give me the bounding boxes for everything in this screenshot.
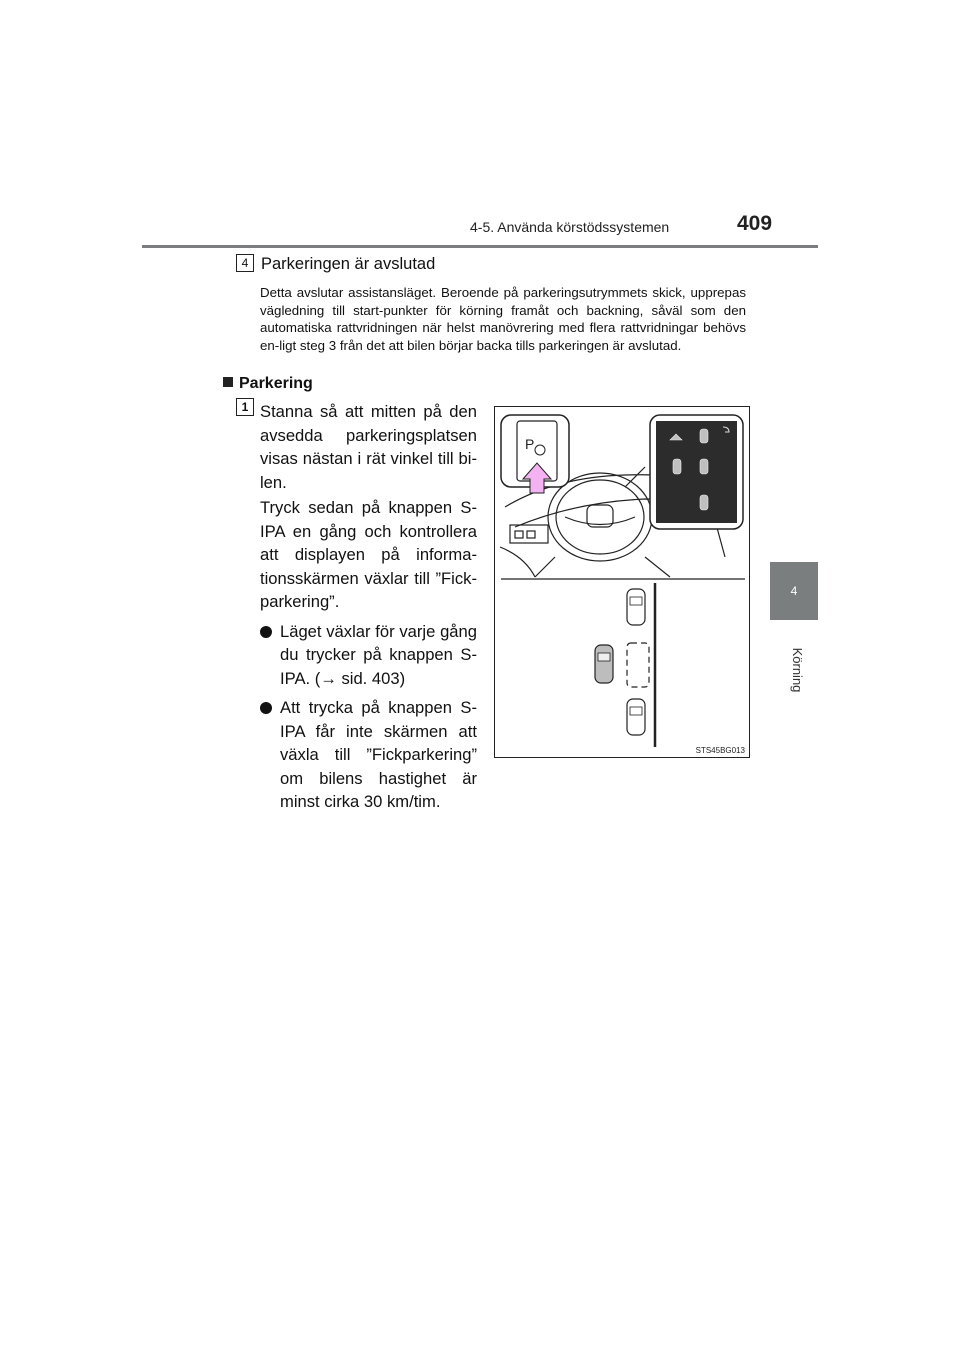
bullet-dot-icon bbox=[260, 702, 272, 714]
step-1-body bbox=[260, 400, 477, 816]
bullet-dot-icon bbox=[260, 626, 272, 638]
parked-car-bottom bbox=[627, 699, 645, 735]
step-4-title: Parkeringen är avslutad bbox=[261, 255, 436, 273]
step-4-marker: 4 bbox=[236, 254, 254, 272]
bullet-text: Att trycka på knappen S-IPA får inte skärmen att växla till ”Fickparkering” om bilens hastighet är minst cirka 30 km/tim. bbox=[280, 698, 477, 811]
own-vehicle bbox=[595, 645, 613, 683]
parked-car-top bbox=[627, 589, 645, 625]
step-1-paragraph-1: Stanna så att mitten på den avsedda parkeringsplatsen visas nästan i rät vinkel till bi-len. bbox=[260, 402, 477, 492]
figure-code: STS45BG013 bbox=[695, 746, 745, 755]
chapter-label: Körning bbox=[790, 647, 805, 693]
step-1-marker: 1 bbox=[236, 398, 254, 416]
information-display bbox=[656, 421, 737, 523]
step-1-paragraph-2: Tryck sedan på knappen S-IPA en gång och kontrollera att displayen på informa-tionsskärmen växlar till ”Fick-parkering”. bbox=[260, 498, 477, 611]
page-number: 409 bbox=[737, 212, 773, 235]
bullet-text: Läget växlar för varje gång du trycker på knappen S-IPA. (→ sid. 403) bbox=[280, 621, 477, 688]
step-4-description: Detta avslutar assistansläget. Beroende på parkeringsutrymmets skick, upprepas vägledning till start-punkter för körning framåt och backning, såväl som den automatiska rattvridningen när helst manövrering med flera rattvridningar behövs en-ligt steg 3 från det att bilen börjar backa tills parkeringen är avslutad. bbox=[260, 285, 746, 353]
bullet-item bbox=[260, 696, 477, 814]
section-heading bbox=[223, 375, 313, 393]
square-bullet-icon bbox=[223, 377, 233, 387]
target-parking-space bbox=[627, 643, 649, 687]
section-heading-text: Parkering bbox=[239, 375, 313, 392]
bullet-item bbox=[260, 620, 477, 691]
chapter-tab[interactable] bbox=[770, 562, 818, 620]
running-header: 4-5. Använda körstödssystemen bbox=[470, 219, 670, 235]
button-p-label: P bbox=[525, 436, 535, 452]
illustration-figure bbox=[494, 406, 750, 758]
chapter-number: 4 bbox=[790, 584, 798, 598]
header-rule bbox=[142, 245, 818, 248]
dashboard-parking-illustration bbox=[495, 407, 749, 757]
